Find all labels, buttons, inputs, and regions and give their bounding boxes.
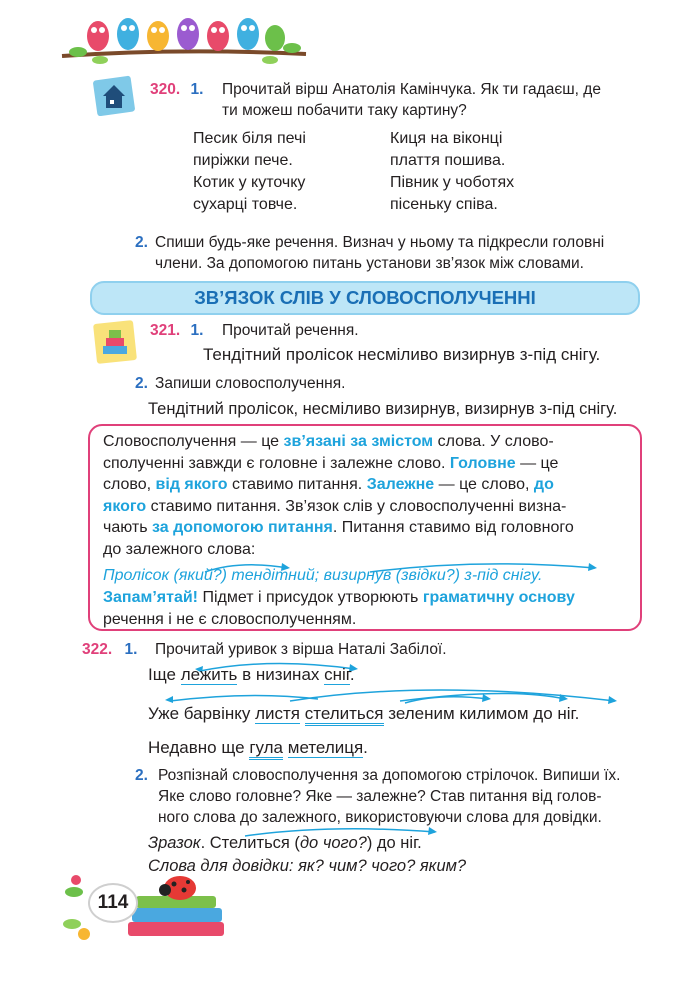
poem-line: пісеньку співа. (390, 196, 498, 213)
rule-line (103, 496, 631, 518)
ex322-task2-text (158, 765, 648, 828)
ex320-task2-number: 2. (135, 234, 148, 251)
footer-illustration (62, 868, 232, 948)
rule-text-span: — це (515, 454, 559, 472)
ex321-task2-number: 2. (135, 375, 148, 392)
ex320-task1-line2: ти можеш побачити таку картину? (222, 102, 467, 119)
poem-left (193, 128, 306, 216)
rule-line (103, 517, 631, 539)
ex320-task2-number-wrap (135, 232, 148, 253)
poem-line: плаття пошива. (390, 152, 506, 169)
rule-remember (103, 587, 631, 630)
rule-highlight: Головне (449, 454, 516, 472)
sample-label: Зразок (148, 834, 201, 852)
ex321-task1-text: Прочитай речення. (222, 322, 359, 339)
section-title: ЗВ’ЯЗОК СЛІВ У СЛОВОСПОЛУЧЕННІ (90, 281, 640, 315)
rule-line (103, 431, 631, 453)
poem-word-underlined: листя (255, 704, 301, 723)
ex320-task1-text (222, 79, 647, 121)
ex321-task2-number-wrap (135, 373, 148, 394)
ex321-task1-number: 1. (190, 322, 204, 339)
rule-text-span: . Питання ставимо від головного (332, 519, 574, 537)
poem-line: Півник у чоботях (390, 174, 515, 191)
poem-line: Киця на віконці (390, 130, 503, 147)
ex320-number: 320. (150, 81, 181, 98)
rule-text-span: сполученні завжди є головне і залежне слово. (103, 454, 450, 472)
rule-highlight: від якого (155, 476, 228, 494)
rule-line (103, 474, 631, 496)
poem-word: Іще (148, 665, 181, 684)
ex320-task2-line2: члени. За допомогою питань установи зв’язок між словами. (155, 255, 584, 272)
sample-question: до чого? (299, 834, 367, 852)
rule-highlight: якого (103, 497, 147, 515)
rule-text (103, 431, 631, 561)
ex321-phrases: Тендітний пролісок, несміливо визирнув, визирнув з-під снігу. (148, 400, 618, 418)
poem-word: зеленим килимом до ніг. (383, 704, 580, 723)
poem-word: Уже барвінку (148, 704, 256, 723)
ex321-sentence: Тендітний пролісок несміливо визирнув з-під снігу. (203, 345, 601, 364)
ex322-task2-line2: Яке слово головне? Яке — залежне? Став питання від голов- (158, 788, 602, 805)
sample-line (148, 832, 422, 854)
rule-highlight: Залежне (366, 476, 435, 494)
poem-word: в низинах (237, 665, 325, 684)
rule-text-span: Словосполучення — це (103, 433, 284, 450)
poem-word: . (363, 738, 368, 757)
ex322-task2-number: 2. (135, 767, 148, 784)
ex322-task2-line3: ного слова до залежного, використовуючи слова для довідки. (158, 809, 602, 826)
rule-text-span: чають (103, 519, 152, 537)
rule-highlight: зв’язані за змістом (283, 433, 434, 450)
rule-line: речення і не є словосполученням. (103, 610, 357, 628)
poem-line: Котик у куточку (193, 174, 306, 191)
sample-end: ) до ніг. (366, 834, 422, 852)
rule-text-span: слово, (103, 476, 156, 494)
poem-word-underlined: стелиться (305, 704, 384, 726)
rule-line: до залежного слова: (103, 540, 256, 558)
ex322-task1-text: Прочитай уривок з вірша Наталі Забілої. (155, 641, 447, 658)
rule-line (103, 587, 631, 609)
house-icon (93, 72, 137, 116)
poem-word: Недавно ще (148, 738, 250, 757)
poem-right (390, 128, 514, 216)
page-number: 114 (88, 883, 138, 923)
rule-highlight: граматичну основу (422, 589, 575, 606)
rule-example: Пролісок (який?) тендітний; визирнув (звідки?) з-під снігу. (103, 567, 543, 584)
poem322-line2 (148, 703, 579, 725)
ex322-task1-number: 1. (124, 641, 138, 658)
rule-highlight: до (533, 476, 554, 494)
sample-text: . Стелиться ( (200, 834, 300, 852)
toy-blocks-icon (93, 320, 137, 364)
ex320-task2-line1: Спиши будь-яке речення. Визнач у ньому та підкресли головні (155, 234, 605, 251)
help-text: : як? чим? чого? яким? (288, 857, 467, 875)
rule-text-span: — це слово, (434, 476, 534, 494)
remember-label: Запам’ятай! (103, 589, 198, 606)
ex321-task2-text: Запиши словосполучення. (155, 375, 346, 392)
poem-line: сухарці товче. (193, 196, 298, 213)
ex321-header (150, 320, 203, 341)
rule-line (103, 453, 631, 475)
poem-word-underlined: сніг (324, 665, 350, 684)
ex322-task2-line1: Розпізнай словосполучення за допомогою стрілочок. Випиши їх. (158, 767, 621, 784)
poem-word-underlined: метелиця (287, 738, 364, 757)
ex322-header (82, 639, 137, 660)
rule-text-span: Підмет і присудок утворюють (198, 589, 423, 606)
ex320-header (150, 79, 203, 100)
ex320-task2-text (155, 232, 645, 274)
poem-line: пиріжки пече. (193, 152, 293, 169)
poem-word-underlined: гула (249, 738, 283, 760)
help-label: Слова для довідки (148, 857, 289, 875)
ex322-number: 322. (82, 641, 113, 658)
ex320-task1-number: 1. (190, 81, 204, 98)
poem-word-underlined: лежить (180, 665, 238, 684)
ex321-number: 321. (150, 322, 181, 339)
rule-highlight: за допомогою питання (152, 519, 333, 537)
poem-word: . (349, 665, 355, 684)
rule-text-span: ставимо питання. Зв’язок слів у словосполученні визна- (146, 497, 567, 515)
rule-text-span: ставимо питання. (227, 476, 367, 494)
ex320-task1-line1: Прочитай вірш Анатолія Камінчука. Як ти гадаєш, де (222, 81, 601, 98)
birds-branch-illustration (60, 8, 310, 68)
ex322-task2-number-wrap (135, 765, 148, 786)
rule-text-span: слова. У слово- (433, 433, 554, 450)
poem322-line1 (148, 664, 355, 686)
poem322-line3 (148, 737, 368, 759)
poem-line: Песик біля печі (193, 130, 306, 147)
